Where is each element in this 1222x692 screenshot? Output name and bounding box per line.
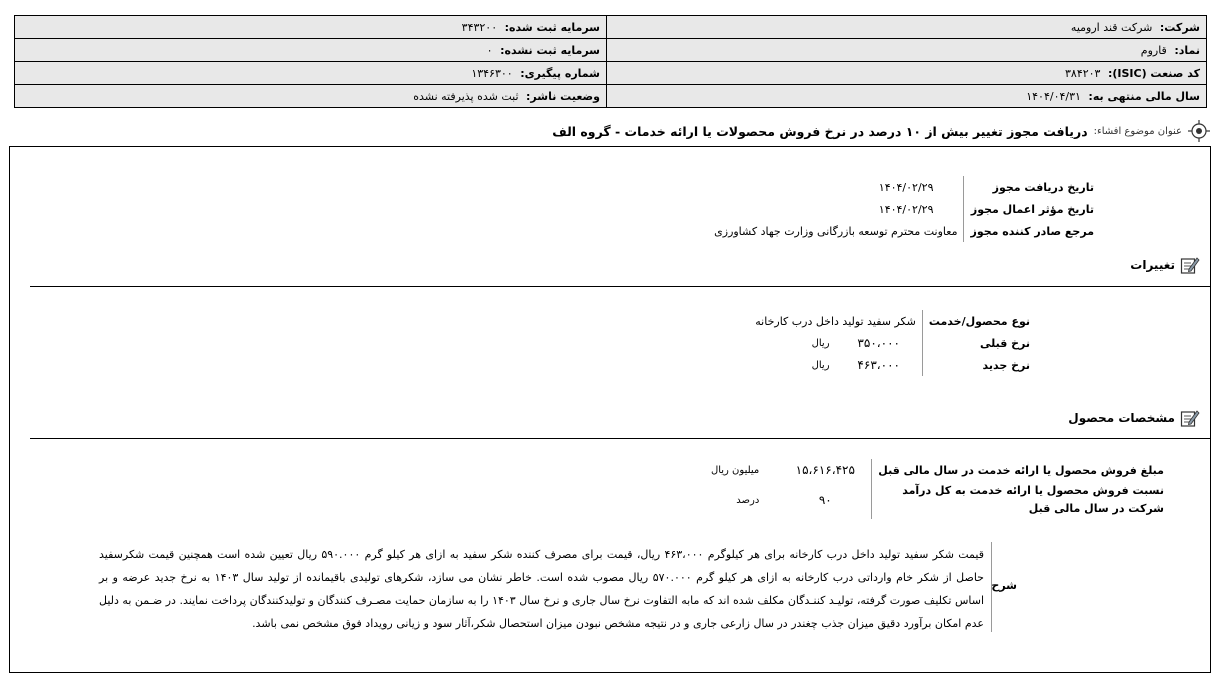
changes-divider	[30, 286, 1210, 287]
product-specs-divider	[30, 438, 1210, 439]
product-type-label: نوع محصول/خدمت	[922, 310, 1036, 332]
isic-value: ۳۸۴۲۰۳	[1065, 66, 1101, 80]
previous-rate-value: ۳۵۰،۰۰۰	[857, 336, 900, 350]
publisher-status-label: وضعیت ناشر:	[526, 89, 600, 103]
capital-registered-cell	[15, 16, 607, 39]
subject-label: عنوان موضوع افشاء:	[1093, 125, 1182, 137]
disclosure-subject	[12, 118, 1210, 144]
previous-rate-label: نرخ قبلی	[922, 332, 1036, 354]
disclosure-body	[9, 146, 1211, 673]
description-label: شرح	[991, 579, 1017, 592]
changes-section-header	[1130, 255, 1200, 275]
previous-rate-unit: ریال	[811, 337, 830, 349]
prior-year-sales-value: ۱۵،۶۱۶،۴۲۵	[795, 463, 855, 477]
product-specs-section-header	[1068, 408, 1200, 428]
prior-year-sales-unit: میلیون ریال	[710, 464, 760, 476]
target-icon	[1188, 120, 1210, 142]
permit-table	[708, 176, 1100, 242]
edit-icon	[1180, 408, 1200, 428]
new-rate-unit: ریال	[811, 359, 830, 371]
product-specs-title: مشخصات محصول	[1068, 411, 1175, 425]
permit-effective-date-value: ۱۴۰۴/۰۲/۲۹	[878, 202, 934, 216]
permit-receive-date-label: تاریخ دریافت مجوز	[964, 176, 1100, 198]
symbol-label: نماد:	[1174, 43, 1200, 57]
sales-ratio-label-line1: نسبت فروش محصول یا ارائه خدمت به کل درآمد	[902, 484, 1164, 497]
symbol-cell	[607, 39, 1207, 62]
changes-title: تغییرات	[1130, 258, 1175, 272]
sales-ratio-value: ۹۰	[818, 493, 832, 507]
fiscal-year-label: سال مالی منتهی به:	[1088, 89, 1200, 103]
capital-registered-value: ۳۴۳۲۰۰	[461, 20, 498, 34]
edit-icon	[1180, 255, 1200, 275]
fiscal-year-value: ۱۴۰۴/۰۴/۳۱	[1026, 89, 1081, 103]
tracking-label: شماره پیگیری:	[520, 66, 600, 80]
isic-label: کد صنعت (ISIC):	[1107, 66, 1200, 80]
capital-unregistered-cell	[15, 39, 607, 62]
prior-year-sales-label: مبلغ فروش محصول یا ارائه خدمت در سال مالی قبل	[872, 459, 1170, 481]
sales-ratio-label-line2: شرکت در سال مالی قبل	[1028, 502, 1164, 515]
permit-receive-date-value: ۱۴۰۴/۰۲/۲۹	[878, 180, 934, 194]
publisher-status-cell	[15, 85, 607, 108]
new-rate-value: ۴۶۳،۰۰۰	[857, 358, 900, 372]
product-specs-table	[653, 459, 1170, 519]
tracking-value: ۱۳۴۶۳۰۰	[471, 66, 513, 80]
capital-registered-label: سرمایه ثبت شده:	[504, 20, 600, 34]
changes-table	[749, 310, 1036, 376]
company-label: شرکت:	[1159, 20, 1200, 34]
subject-title: دریافت مجوز تغییر بیش از ۱۰ درصد در نرخ فروش محصولات یا ارائه خدمات - گروه الف	[552, 123, 1088, 139]
isic-cell	[607, 62, 1207, 85]
capital-unregistered-label: سرمایه ثبت نشده:	[500, 43, 600, 57]
fiscal-year-cell	[607, 85, 1207, 108]
description-text: قیمت شکر سفید تولید داخل درب کارخانه برای هر کیلوگرم ۴۶۳،۰۰۰ ریال، قیمت برای مصرف کننده شکر سفید به ازای هر کیلو گرم ۵۹۰.۰۰۰ ریال تعیین شده است همچنین قیمت شکرسفید حاصل از شکر خام وارداتی درب کارخانه به ازای هر کیلو گرم ۵۷۰.۰۰۰ ریال مصوب شده است. خاطر نشان می سازد، شکرهای تولیدی باقیمانده از تولید سال ۱۴۰۳ به نرخ جدید عرضه و بر اساس تکلیف صورت گرفته، تولیـد کننـدگان مکلف شده اند که مابه التفاوت نرخ سال جاری و نرخ سال ۱۴۰۳ را به سازمان حمایت مصـرف کنندگان و تولیدکنندگان پرداخت نمایند. در ضـمن به دلیل عدم امکان برآورد دقیق میزان جذب چغندر در سال زارعی جاری و در نتیجه مشخص نبودن میزان استحصال شکر،آثار سود و زیانی رویداد فوق مشخص نمی باشد.	[99, 548, 984, 630]
permit-issuer-label: مرجع صادر کننده مجوز	[964, 220, 1100, 242]
sales-ratio-unit: درصد	[736, 494, 760, 506]
permit-issuer-value: معاونت محترم توسعه بازرگانی وزارت جهاد کشاورزی	[714, 224, 958, 238]
company-value: شرکت قند ارومیه	[1070, 20, 1153, 34]
description-divider	[991, 542, 992, 632]
capital-unregistered-value: ۰	[486, 43, 493, 57]
product-type-value: شکر سفید تولید داخل درب کارخانه	[755, 314, 916, 328]
new-rate-label: نرخ جدید	[922, 354, 1036, 376]
publisher-status-value: ثبت شده پذیرفته نشده	[413, 89, 519, 103]
company-info-table	[14, 15, 1207, 108]
sales-ratio-label	[872, 481, 1170, 519]
permit-effective-date-label: تاریخ مؤثر اعمال مجوز	[964, 198, 1100, 220]
tracking-cell	[15, 62, 607, 85]
company-cell	[607, 16, 1207, 39]
symbol-value: قاروم	[1140, 43, 1167, 57]
